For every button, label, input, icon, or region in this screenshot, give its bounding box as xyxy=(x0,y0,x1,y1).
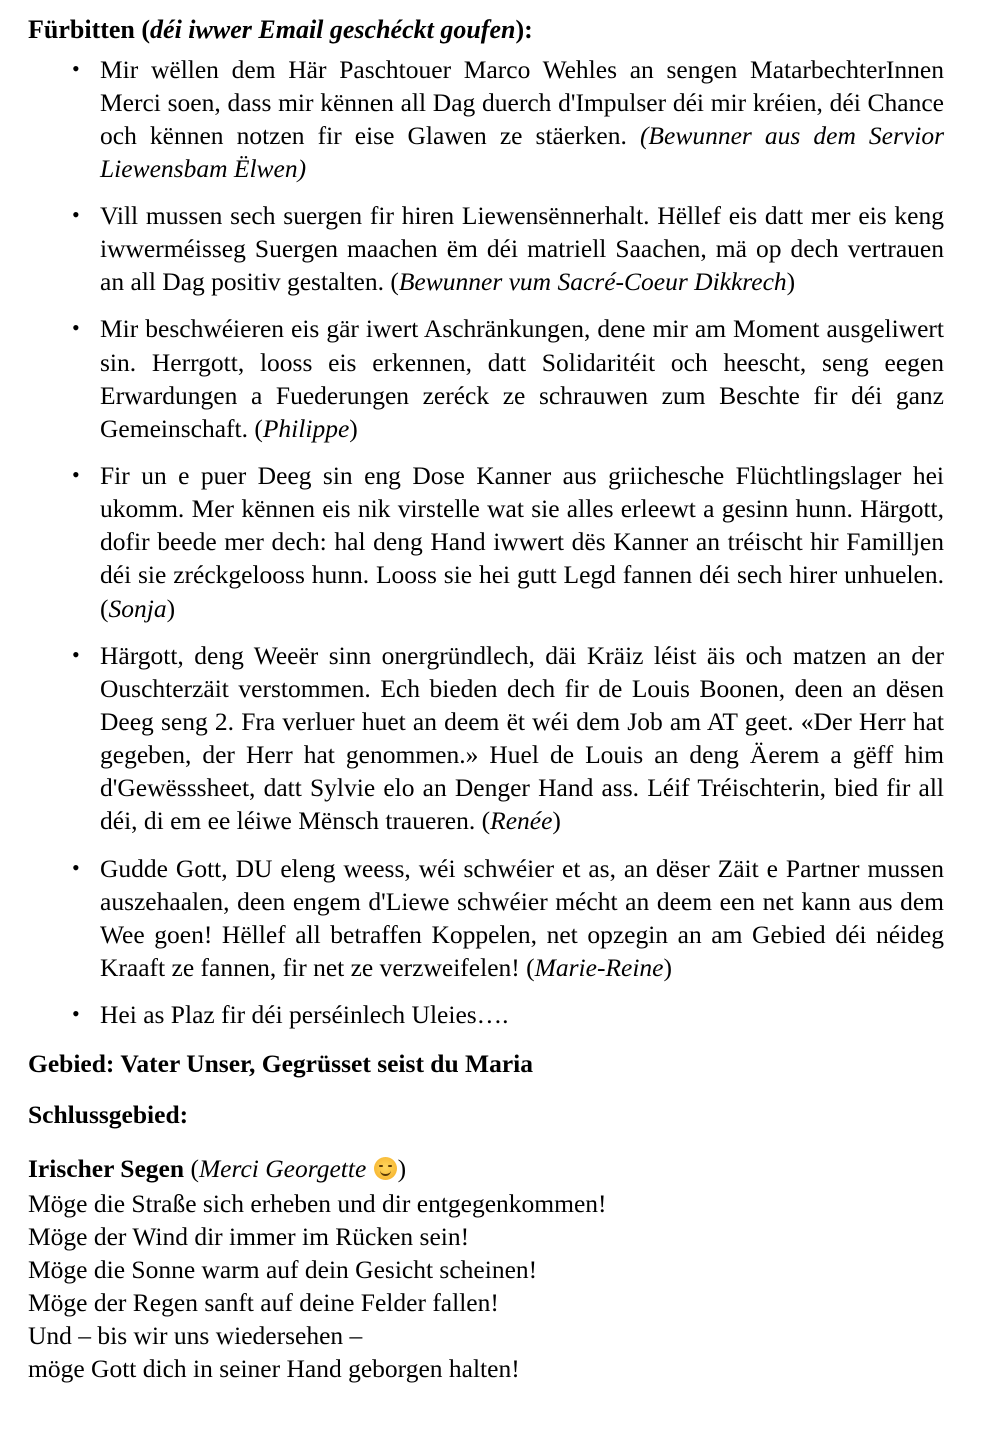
list-item xyxy=(28,199,944,298)
list-item xyxy=(28,639,944,838)
blessing-title-bold: Irischer Segen xyxy=(28,1153,185,1183)
prayer-attribution: Philippe xyxy=(262,413,350,443)
blessing-line: Möge die Straße sich erheben und dir entgegenkommen! xyxy=(28,1188,607,1218)
blessing-body xyxy=(28,1187,944,1386)
prayer-text: Hei as Plaz fir déi perséinlech Uleies…. xyxy=(100,1000,509,1030)
page-title-suffix: ): xyxy=(515,15,533,44)
list-item xyxy=(28,53,944,186)
blessing-line: Möge die Sonne warm auf dein Gesicht scheinen! xyxy=(28,1255,538,1284)
prayer-attribution-close: ) xyxy=(552,806,561,836)
list-item xyxy=(28,998,944,1031)
prayer-attribution-close: ) xyxy=(166,593,176,623)
prayer-attribution: Marie-Reine xyxy=(534,953,664,983)
prayer-intentions-list xyxy=(28,53,944,1032)
prayer-text: Mir beschwéieren eis gär iwert Aschränkungen, dene mir am Moment ausgeliwert sin. Herrgott, looss eis erkennen, datt Solidaritéit och heescht, seng eegen Erwardungen a Fuederungen zeréck ze schrauwen zum Beschte fir déi ganz Gemeinschaft. ( xyxy=(100,314,944,443)
blessing-line: Möge der Wind dir immer im Rücken sein! xyxy=(28,1221,470,1251)
prayer-attribution-close: ) xyxy=(349,413,358,443)
smiling-face-emoji xyxy=(374,1157,397,1180)
prayer-text: Mir wëllen dem Här Paschtouer Marco Wehles an sengen MatarbechterInnen Merci soen, dass mir kënnen all Dag duerch d'Impulser déi mir kréien, déi Chance och kënnen notzen fir eise Glawen ze stäerken. xyxy=(100,54,944,150)
prayer-attribution: (Bewunner aus dem Servior Liewensbam Ëlwen) xyxy=(100,120,944,183)
blessing-title-paren-open: ( xyxy=(184,1153,199,1183)
page-title xyxy=(28,14,944,47)
prayer-text: Fir un e puer Deeg sin eng Dose Kanner aus griichesche Flüchtlingslager hei ukomm. Mer kënnen eis nik virstelle wat sie alles erleewt a gesinn hunn. Härgott, dofir beede mer dech: hal deng Hand iwwert dës Kanner an tréischt hir Familljen déi sie zréckgelooss hunn. Looss sie hei gutt Legd fannen déi sech hirer unhuelen. ( xyxy=(100,461,944,623)
prayer-attribution: Sonja xyxy=(108,593,167,623)
blessing-line: möge Gott dich in seiner Hand geborgen halten! xyxy=(28,1354,520,1384)
page-title-italic: déi iwwer Email geschéckt goufen xyxy=(150,15,516,44)
blessing-title xyxy=(28,1152,944,1185)
prayer-text: Härgott, deng Weeër sinn onergründlech, däi Kräiz léist äis och matzen an der Ouschterzäit verstommen. Ech bieden dech fir de Louis Boonen, deen an dësen Deeg seng 2. Fra verluer huet an deem ët wéi dem Job am AT geet. «Der Herr hat gegeben, der Herr hat genommen.» Huel de Louis an deng Äerem a gëff him d'Gewësssheet, datt Sylvie elo an Denger Hand ass. Léif Tréischterin, bied fir all déi, di em ee léiwe Mënsch traueren. ( xyxy=(100,640,944,836)
list-item xyxy=(28,852,944,985)
blessing-title-paren-close: ) xyxy=(397,1153,407,1183)
schlussgebied-heading: Schlussgebied: xyxy=(28,1100,189,1130)
prayer-attribution: Bewunner vum Sacré-Coeur Dikkrech xyxy=(398,267,787,297)
list-item xyxy=(28,312,944,445)
prayer-attribution: Renée xyxy=(490,806,553,836)
prayer-text: Vill mussen sech suergen fir hiren Liewensënnerhalt. Hëllef eis datt mer eis keng iwwerméisseg Suergen maachen ëm déi matriell Saachen, mä op dech vertrauen an all Dag positiv gestalten. ( xyxy=(100,201,944,297)
prayer-text: Gudde Gott, DU eleng weess, wéi schwéier et as, an dëser Zäit e Partner mussen auszehaalen, deen engem d'Liewe schwéier mécht an deem een net kann aus dem Wee goen! Hëllef all betraffen Koppelen, net opzegin an am Gebied déi néideg Kraaft ze fannen, fir net ze verzweifelen! ( xyxy=(100,853,944,983)
list-item xyxy=(28,459,944,625)
blessing-title-italic: Merci Georgette xyxy=(198,1153,373,1183)
gebied-line: Gebied: Vater Unser, Gegrüsset seist du Maria xyxy=(28,1049,534,1079)
page-title-prefix: Fürbitten ( xyxy=(28,15,151,44)
prayer-attribution-close: ) xyxy=(786,267,796,297)
blessing-line: Möge der Regen sanft auf deine Felder fallen! xyxy=(28,1288,499,1318)
blessing-line: Und – bis wir uns wiedersehen – xyxy=(28,1321,363,1351)
prayer-attribution-close: ) xyxy=(663,953,672,983)
